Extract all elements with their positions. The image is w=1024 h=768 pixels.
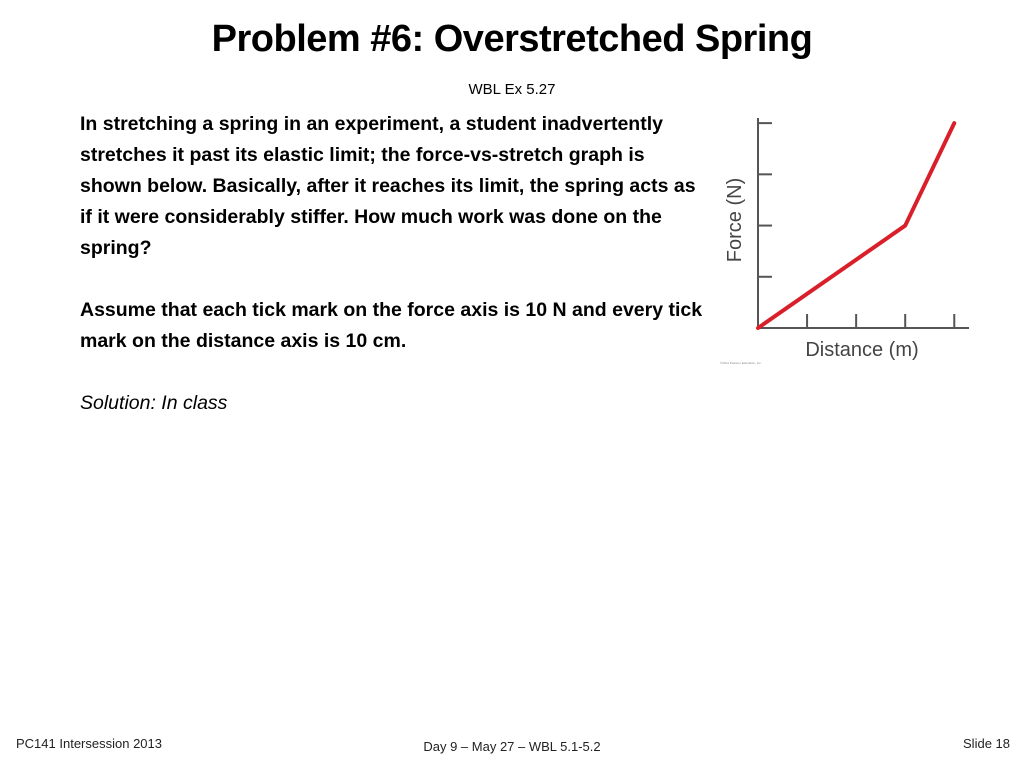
force-distance-chart — [712, 110, 982, 370]
solution-text: Solution: In class — [80, 392, 228, 414]
problem-text — [80, 109, 705, 419]
problem-assumption: Assume that each tick mark on the force axis is 10 N and every tick mark on the distance axis is 10 cm. — [80, 299, 703, 352]
slide-title: Problem #6: Overstretched Spring — [211, 18, 813, 60]
series-line-force-vs-stretch — [758, 123, 954, 328]
chart-ticks — [758, 123, 954, 328]
problem-statement: In stretching a spring in an experiment, a student inadvertently stretches it past its elastic limit; the force-vs-stretch graph is shown below. Basically, after it reaches its limit, the spring acts as if it were considerably stiffer. How much work was done on the spring? — [80, 113, 696, 259]
y-axis-label: Force (N) — [724, 177, 746, 263]
x-axis-label: Distance (m) — [805, 339, 919, 361]
footer-course: PC141 Intersession 2013 — [16, 736, 162, 751]
slide-subtitle: WBL Ex 5.27 — [468, 81, 556, 98]
chart-axes — [758, 118, 969, 328]
footer-date: Day 9 – May 27 – WBL 5.1-5.2 — [423, 739, 601, 754]
chart-credit: ©2014 Pearson Education, Inc. — [720, 361, 762, 365]
chart-series — [758, 123, 954, 328]
footer-slide-number: Slide 18 — [963, 736, 1010, 751]
